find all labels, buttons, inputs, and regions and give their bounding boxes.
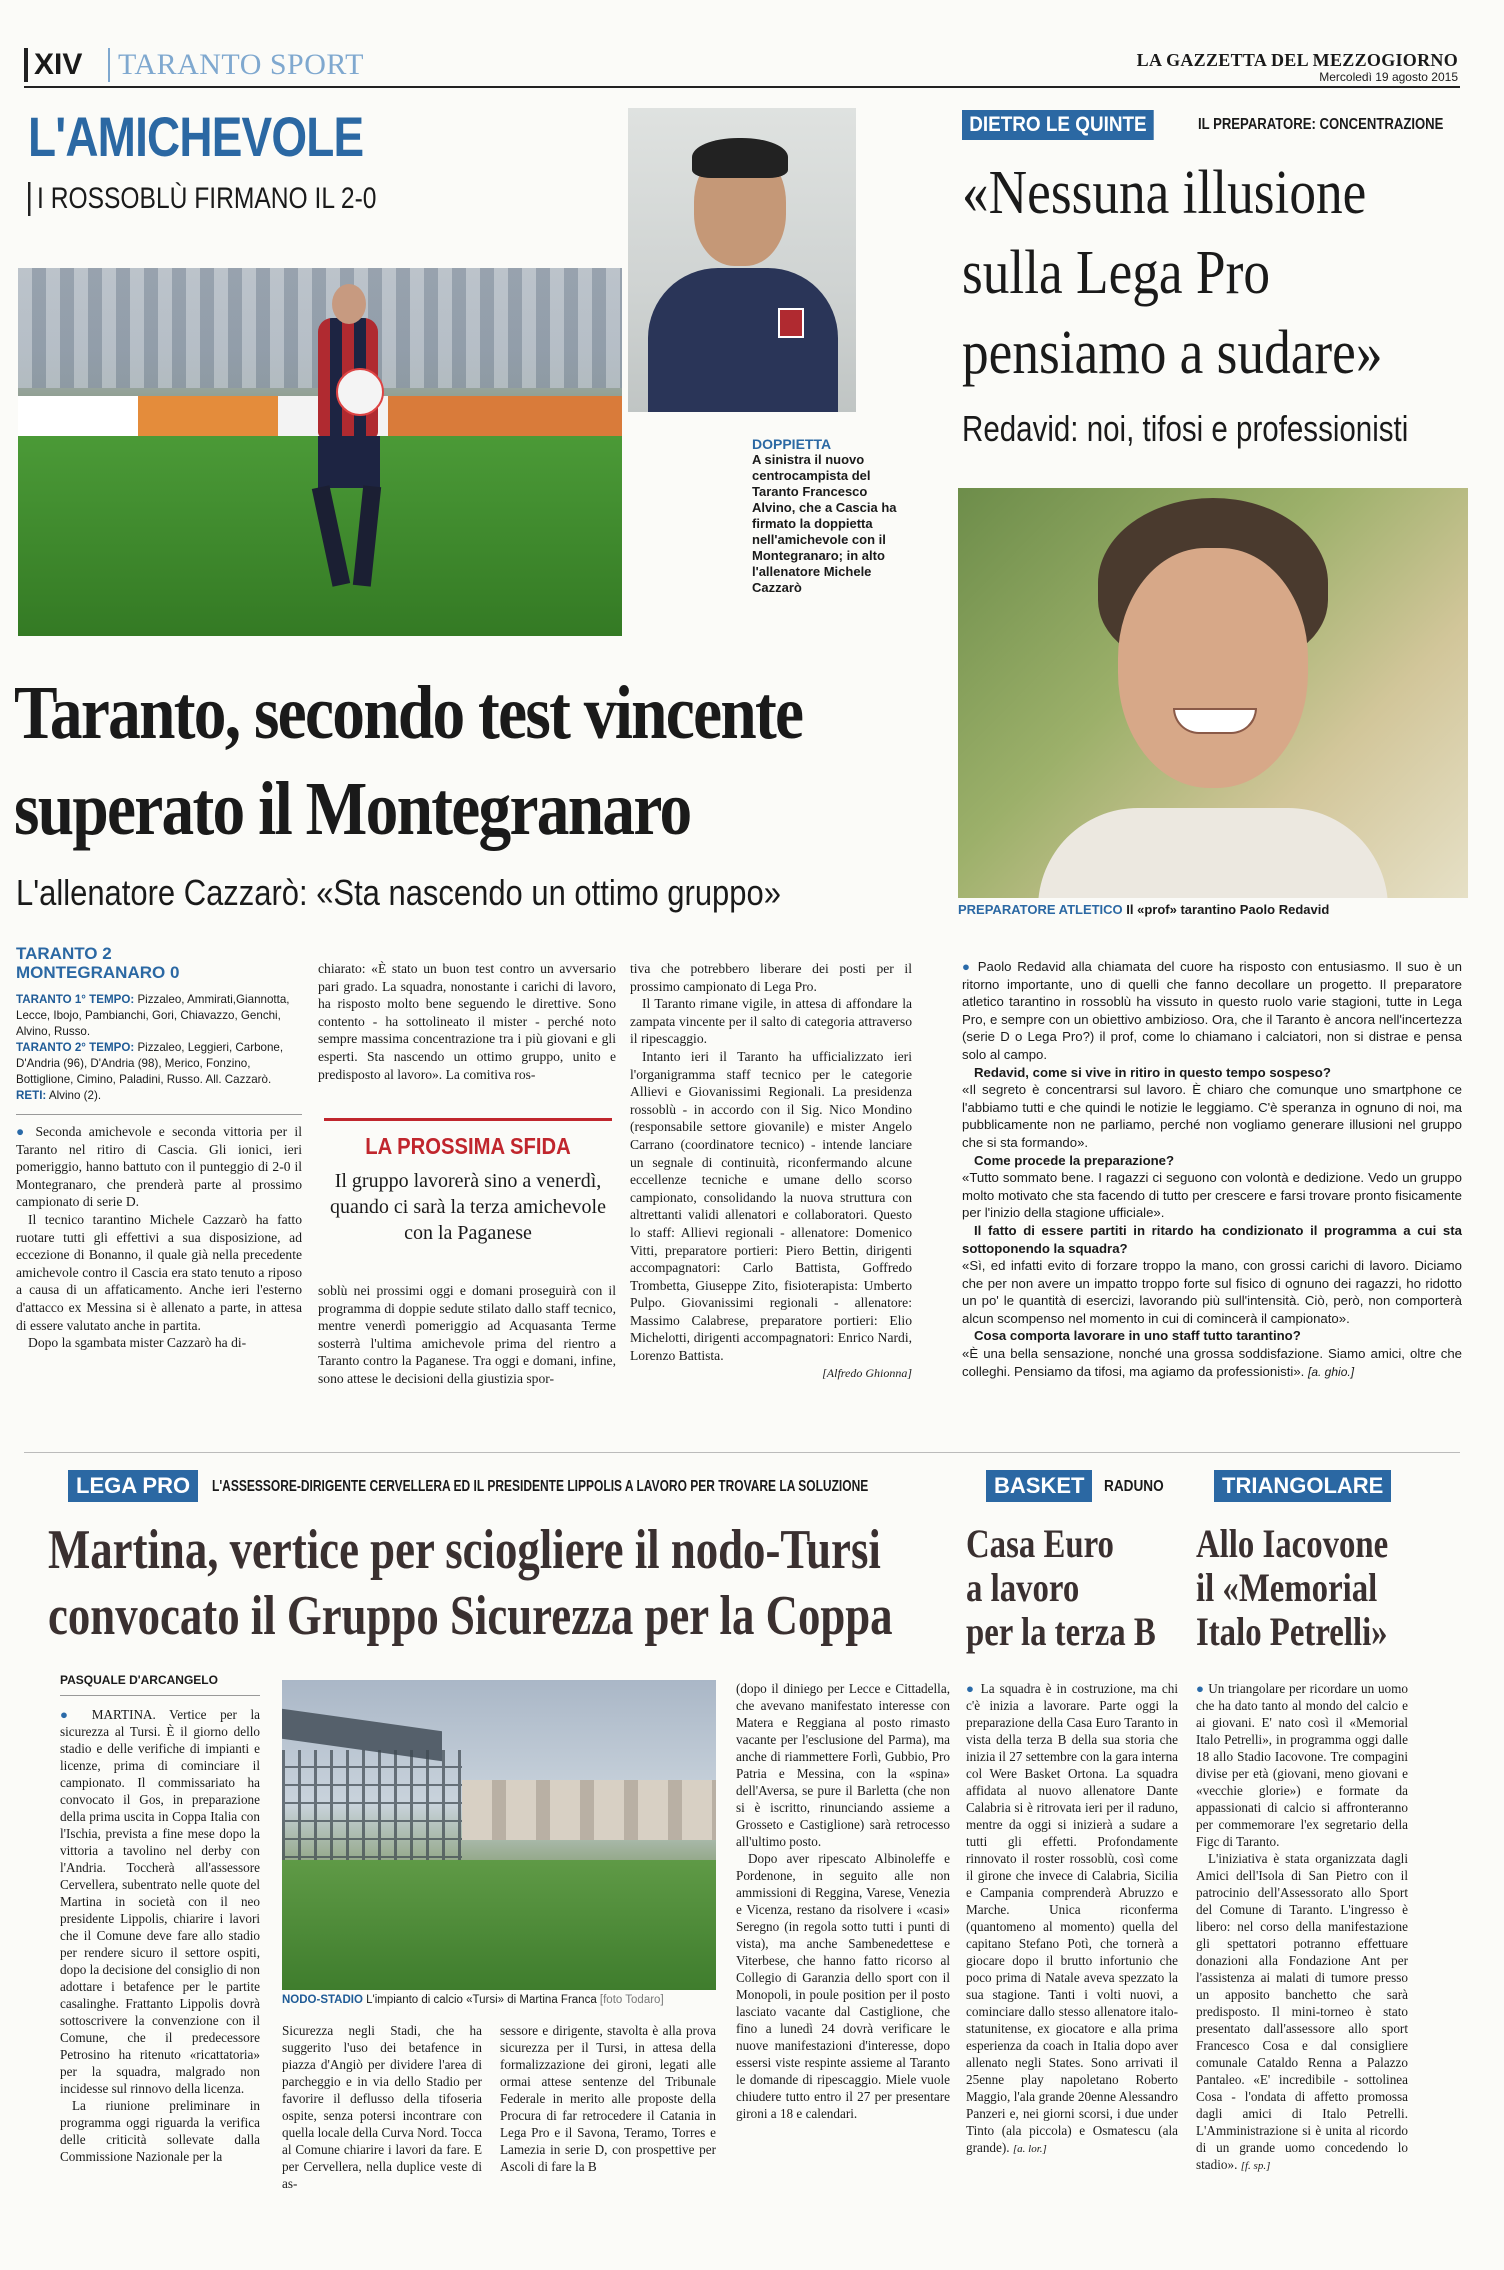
lead-col1-paragraph-1	[16, 1123, 302, 1211]
photo-caption-text: A sinistra il nuovo centrocampista del Taranto Francesco Alvino, che a Cascia ha firmato la doppietta nell'amichevole con il Montegranaro; in alto l'allenatore Michele Cazzarò	[752, 452, 897, 595]
bullet-icon: ●	[962, 959, 973, 974]
newspaper-name: LA GAZZETTA DEL MEZZOGIORNO	[1136, 50, 1458, 70]
legapro-col4-paragraph: (dopo il diniego per Lecce e Cittadella, che avevano manifestato interesse con Matera e Reggiana al posto rimasto vacante per l'esclusione del Parma), ma anche di riammettere Forlì, Gubbio, Pro Patria e Messina, con la «spina» dell'Aversa, se pure il Barletta (che non si è iscritto, rinunciando assieme a Grosseto e Castiglione) sarà retrocesso all'ultimo posto.	[736, 1681, 950, 1849]
basket-signature: [a. lor.]	[1012, 2143, 1047, 2155]
triangolare-headline-1: Allo Iacovone	[1196, 1521, 1389, 1566]
legapro-headline-1: Martina, vertice per sciogliere il nodo-Tursi	[48, 1519, 881, 1581]
interview-headline-1: «Nessuna illusione	[962, 159, 1367, 227]
interview-signature: [a. ghio.]	[1308, 1364, 1355, 1379]
triangolare-headline-2: il «Memorial	[1196, 1565, 1378, 1610]
ad-board-2	[138, 396, 278, 436]
lead-headline-2: superato il Montegranaro	[14, 767, 691, 851]
lead-col1-paragraph-2: Il tecnico tarantino Michele Cazzarò ha fatto ruotare tutti gli effettivi a sua disposizione, ad eccezione di Bonanno, il quale già nella precedente amichevole contro il Cascia era stato tenuto a riposo a causa di un affaticamento. Anche ieri l'esterno d'attacco ex Messina si è allenato a parte, in attesa di essere valutato anche in partita.	[16, 1211, 302, 1333]
interview-body	[962, 958, 1462, 1381]
goals-label: RETI:	[16, 1089, 47, 1102]
lineup-1-text: Pizzaleo, Ammirati,Giannotta, Lecce, Ibojo, Pambianchi, Gori, Chiavazzo, Genchi, Alvino, Russo.	[16, 993, 290, 1038]
stadium-caption	[282, 1994, 664, 2006]
interview-kicker: IL PREPARATORE: CONCENTRAZIONE	[1198, 116, 1444, 133]
redavid-caption-title: PREPARATORE ATLETICO	[958, 902, 1123, 917]
redavid-caption	[958, 902, 1329, 917]
interview-question-3: Il fatto di essere partiti in ritardo ha condizionato il programma a cui sta sottoponendo la squadra?	[962, 1222, 1462, 1256]
interview-intro	[962, 958, 1462, 1064]
section-name: TARANTO SPORT	[108, 48, 364, 82]
photo-caption	[752, 436, 902, 596]
stadium-buildings	[462, 1780, 716, 1840]
masthead	[24, 46, 1480, 86]
basket-kicker: RADUNO	[1104, 1478, 1164, 1495]
bottom-section-rule	[24, 1452, 1460, 1453]
stadium-photo	[282, 1680, 716, 1990]
redavid-caption-text: Il «prof» tarantino Paolo Redavid	[1126, 902, 1330, 917]
legapro-col3-paragraph: sessore e dirigente, stavolta è alla prova sicurezza per il Tursi, in attesa della formalizzazione dei gironi, legati alle ormai attese sentenze del Tribunale Federale in merito alle proposte della Procura di far retrocedere il Catania in Lega Pro e il Savona, Teramo, Torres e Lamezia in serie D, con prospettive per Ascoli di fare la B	[500, 2023, 716, 2174]
lead-col2-paragraph-2: soblù nei prossimi oggi e domani proseguirà con il programma di doppie sedute stilato dallo staff tecnico, mentre venerdì pomeriggio ad Acquasanta Terme sosterrà l'ultima amichevole prima del rientro a Taranto contro la Paganese. Tra oggi e domani, infine, sono attese le decisioni della giustizia spor-	[318, 1283, 616, 1386]
lead-col3-paragraph-3: Intanto ieri il Taranto ha ufficializzato ieri l'organigramma staff tecnico per le categorie Allievi e Giovanissimi Regionali. La presidenza rossoblù - in accordo con il Sig. Nico Mondino (responsabile settore giovanile) e mister Angelo Carrano (coordinatore tecnico) - intende lanciare un segnale di continuità, riconfermando alcune eccellenze tecniche e umane dello scorso campionato, consolidando la nuova struttura con altrettanti validi allenatori e collaboratori. Questo lo staff: Allievi regionali - allenatore: Domenico Vitti, preparatore portieri: Piero Bettin, dirigenti accompagnatori: Carlo Battista, Goffredo Trombetta, Giuseppe Zito, fisioterapista: Umberto Pulpo. Giovanissimi regionali - allenatore: Massimo Calabrese, preparatore portieri: Elio Michelotti, dirigenti accompagnatori: Enrico Nardi, Lorenzo Battista.	[630, 1048, 912, 1364]
interview-answer-2: «Tutto sommato bene. I ragazzi ci seguono con volontà e dedizione. Vedo un gruppo molto motivato che sta facendo di tutto per crescere e farsi trovare pronto fisicamente per l'inizio della stagione ufficiale».	[962, 1170, 1462, 1221]
lineup-1	[16, 992, 302, 1040]
bullet-icon: ●	[60, 1707, 79, 1722]
interview-answer-3: «Sì, ed infatti evito di forzare troppo la mano, con grossi carichi di lavoro. Diciamo che per non avere un impatto troppo forte sul fisico di ognuno dei ragazzi, ho ridotto un po' le quantità di esercizi, lavorando più sull'intensità. Ciò, però, non comporterà alcun scompenso nel momento in cui di comincerà il campionato».	[962, 1258, 1462, 1326]
player-photo	[18, 268, 622, 636]
legapro-column-4	[736, 1680, 950, 2122]
lead-col1-paragraph-3: Dopo la sgambata mister Cazzarò ha di-	[28, 1335, 247, 1351]
lineup-2-label: TARANTO 2° TEMPO:	[16, 1041, 135, 1054]
lead-column-1	[16, 944, 302, 1352]
interview-subhead: Redavid: noi, tifosi e professionisti	[962, 408, 1409, 449]
photo-caption-title: DOPPIETTA	[752, 436, 832, 452]
interview-answer-4	[962, 1345, 1462, 1381]
legapro-headline-2: convocato il Gruppo Sicurezza per la Coppa	[48, 1585, 893, 1647]
lead-subkicker: I ROSSOBLÙ FIRMANO IL 2-0	[28, 182, 376, 216]
next-match-text: Il gruppo lavorerà sino a venerdì, quando ci sarà la terza amichevole con la Paganese	[330, 1170, 606, 1244]
legapro-tag: LEGA PRO	[68, 1470, 198, 1502]
score-line-2: MONTEGRANARO 0	[16, 963, 180, 982]
next-match-title: LA PROSSIMA SFIDA	[365, 1133, 571, 1159]
legapro-col2-paragraph: Sicurezza negli Stadi, che ha suggerito l'uso dei betafence in piazza d'Angiò per dividere l'area di parcheggio e in via dello Stadio per favorire il deflusso della tifoseria ospite, senza potersi incontrare con quella locale della Curva Nord. Tocca al Comune chiarire i lavori da fare. E per Cervellera, nella duplice veste di as-	[282, 2023, 482, 2191]
bullet-icon: ●	[1196, 1681, 1205, 1696]
legapro-column-1	[60, 1672, 260, 2165]
score-line-1: TARANTO 2	[16, 944, 112, 963]
lead-signature: [Alfredo Ghionna]	[822, 1365, 912, 1380]
interview-intro-text: Paolo Redavid alla chiamata del cuore ha risposto con entusiasmo. Il suo è un ritorno importante, uno di quelli che fanno decollare un progetto. Il preparatore atletico tarantino in rossoblù ha vissuto in questo ruolo varie stagioni, tutte in Lega Pro, e sempre con un obiettivo ambizioso. Ora, che il Taranto è ancora nell'incertezza (serie D o Lega Pro?) il prof, come lo chiamano i calciatori, non si distrae e pensa solo al campo.	[962, 959, 1462, 1062]
football	[336, 368, 384, 416]
ad-board-1	[18, 396, 138, 436]
lead-kicker: L'AMICHEVOLE	[28, 105, 364, 168]
basket-body	[966, 1680, 1178, 2158]
legapro-kicker: L'ASSESSORE-DIRIGENTE CERVELLERA ED IL PRESIDENTE LIPPOLIS A LAVORO PER TROVARE LA SOLUZIONE	[212, 1478, 869, 1495]
bullet-icon: ●	[16, 1124, 29, 1139]
player-shorts	[318, 436, 380, 488]
triangolare-body	[1196, 1680, 1408, 2175]
lead-column-2b	[318, 1282, 616, 1388]
player-head	[332, 284, 366, 324]
issue-date: Mercoledì 19 agosto 2015	[1319, 70, 1458, 84]
masthead-rule	[24, 86, 1460, 88]
interview-answer-4-text: «È una bella sensazione, nonché una grossa soddisfazione. Siamo amici, oltre che colleghi. Pensiamo da tifosi, ma agiamo da professionisti».	[962, 1346, 1462, 1379]
basket-headline-1: Casa Euro	[966, 1521, 1114, 1566]
legapro-col1-paragraph-2: La riunione preliminare in programma oggi riguarda la verifica delle criticità sollevate dalla Commissione Nazionale per la	[60, 2098, 260, 2164]
basket-headline-2: a lavoro	[966, 1565, 1080, 1610]
interview-headline-3: pensiamo a sudare»	[962, 319, 1383, 387]
lineup-1-label: TARANTO 1° TEMPO:	[16, 993, 135, 1006]
stadium-pitch	[282, 1860, 716, 1990]
lead-subhead: L'allenatore Cazzarò: «Sta nascendo un ottimo gruppo»	[16, 872, 781, 913]
next-match-box	[324, 1118, 612, 1271]
goals-text: Alvino (2).	[48, 1089, 102, 1102]
redavid-smile	[1173, 708, 1257, 734]
legapro-col1-paragraph	[60, 1706, 260, 2097]
lead-col1-rule	[16, 1114, 302, 1123]
stadium-caption-title: NODO-STADIO	[282, 1994, 363, 2006]
legapro-column-2	[282, 2022, 482, 2192]
coach-badge	[778, 308, 804, 338]
lineup-2-text: Pizzaleo, Leggieri, Carbone, D'Andria (96), D'Andria (98), Merico, Fonzino, Bottiglione, Cimino, Paladini, Russo. All. Cazzarò.	[16, 1041, 284, 1086]
coach-shirt	[648, 268, 838, 412]
lead-column-3	[630, 960, 912, 1382]
legapro-col1-text: MARTINA. Vertice per la sicurezza al Tursi. È il giorno dello stadio e delle verifiche di impianti e licenze, prima di cominciare il campionato. Il commissariato ha convocato il Gos, in preparazione della prima uscita in Coppa Italia con l'Ischia, prevista a fine mese dopo la vittoria a tavolino nel derby con l'Andria. Toccherà all'assessore Cervellera, subentrato nelle quote del Martina in società con il neo presidente Lippolis, chiarire i lavori che il Comune deve fare allo stadio per rendere sicuro il settore ospiti, dopo la decisione del consiglio di non adottare i betafence per le partite casalinghe. Frattanto Lippolis dovrà sottoscrivere la convenzione con il Comune, che il predecessore Petrosino ha ritenuto «ricattatoria» per la squadra, malgrado non incidesse sul rinnovo della licenza.	[60, 1707, 260, 2096]
interview-headline-2: sulla Lega Pro	[962, 239, 1271, 307]
triangolare-paragraph-2	[1196, 1850, 1408, 2175]
triangolare-headline-3: Italo Petrelli»	[1196, 1609, 1388, 1654]
legapro-column-3	[500, 2022, 716, 2175]
interview-answer-1: «Il segreto è concentrarsi sul lavoro. È chiaro che comunque uno smartphone ce l'abbiamo tutti e che quindi le notizie le leggiamo. C'è speranza in ognuno di noi, ma pubblicamente non ne parliamo, perché non vogliamo generare illusioni nel gruppo che si sta formando».	[962, 1082, 1462, 1150]
interview-tag: DIETRO LE QUINTE	[962, 110, 1154, 140]
interview-question-1: Redavid, come si vive in ritiro in questo tempo sospeso?	[974, 1064, 1331, 1080]
lineup-2	[16, 1040, 302, 1088]
lead-col2-paragraph-1: chiarato: «È stato un buon test contro un avversario pari grado. La squadra, nonostante i carichi di lavoro, ha risposto molto bene seguendo le direttive. Sono contento - ha sottolineato il mister - perché noto sempre massima concentrazione tra i più giovani e gli esperti. Sta nascendo un ottimo gruppo, unito e predisposto al lavoro». La comitiva ros-	[318, 961, 616, 1082]
goals	[16, 1088, 302, 1104]
legapro-byline: PASQUALE D'ARCANGELO	[60, 1672, 260, 1696]
redavid-photo	[958, 488, 1468, 898]
basket-tag: BASKET	[986, 1470, 1092, 1502]
lead-col3-paragraph-1: tiva che potrebbero liberare dei posti per il prossimo campionato di Lega Pro.	[630, 961, 912, 994]
lead-col1-text-1: Seconda amichevole e seconda vittoria per il Taranto nel ritiro di Cascia. Gli ionici, ieri pomeriggio, hanno battuto con il punteggio di 2-0 il Montegranaro, che prenderà parte al prossimo campionato di serie D.	[16, 1124, 302, 1210]
interview-question-4: Cosa comporta lavorare in uno staff tutto tarantino?	[974, 1328, 1301, 1344]
basket-text: La squadra è in costruzione, ma chi c'è inizia a lavorare. Parte oggi la preparazione della Casa Euro Taranto in vista della terza B della sua storia che inizia il 27 settembre con la gara interna col Were Basket Ortona. La squadra affidata al nuovo allenatore Dante Calabria si è ritrovata ieri per il raduno, mentre da oggi si inizierà a sudare a tutti gli effetti. Profondamente rinnovato il roster rossoblù, così come il girone che invece di Calabria, Sicilia e Campania comprenderà Abruzzo e Marche. Unica riconferma (quantomeno al momento) quella del capitano Stefano Potì, che tornerà a giocare dopo il brutto infortunio che poco prima di Natale aveva spezzato la sua stagione. Tanti i volti nuovi, a cominciare dallo stesso allenatore italo-statunitense, ex giocatore e alla prima esperienza da coach in Italia dopo aver allenato negli States. Sono arrivati il 25enne play napoletano Roberto Maggio, l'ala grande 20enne Alessandro Panzeri e, nei giorni scorsi, i due under Tinto (ala piccola) e Osmatescu (ala grande).	[966, 1681, 1179, 2155]
triangolare-tag: TRIANGOLARE	[1214, 1470, 1391, 1502]
interview-question-2: Come procede la preparazione?	[974, 1152, 1175, 1168]
coach-photo	[628, 108, 856, 412]
coach-hair	[692, 138, 788, 178]
triangolare-text-2: L'iniziativa è stata organizzata dagli Amici dell'Isola di San Pietro con il patrocinio dell'Assessorato allo Sport del Comune di Taranto. L'ingresso è libero: nel corso della manifestazione gli spettatori potranno effettuare donazioni alla Fondazione Ant per l'assistenza ai malati di tumore presso un apposito banchetto che sarà predisposto. Il mini-torneo è stato presentato dall'assessore allo sport Francesco Cosa e dal consigliere comunale Cataldo Renna a Palazzo Pantaleo. «E' incredibile - sottolinea Cosa - l'ondata di affetto promossa dagli amici di Italo Petrelli. L'Amministrazione si è unita al ricordo di un grande uomo concedendo lo stadio».	[1196, 1851, 1408, 2172]
lead-headline-1: Taranto, secondo test vincente	[14, 671, 803, 755]
triangolare-text: Un triangolare per ricordare un uomo che ha dato tanto al mondo del calcio e ai giovani. E' nato così il «Memorial Italo Petrelli», in programma oggi dalle 18 allo Stadio Iacovone. Tre compagini divise per età (giovani, meno giovani e «vecchie glorie») e formate da appassionati di calcio si affronteranno per commemorare l'ex segretario della Figc di Taranto.	[1196, 1681, 1409, 1849]
triangolare-paragraph	[1196, 1680, 1408, 1850]
bullet-icon: ●	[966, 1681, 976, 1696]
lead-column-2	[318, 960, 616, 1083]
section-number: XIV	[24, 48, 82, 82]
legapro-col4-paragraph-2: Dopo aver ripescato Albinoleffe e Pordenone, in seguito alle non ammissioni di Reggina, Varese, Venezia e Vicenza, restano da risolvere i «casi» Seregno (in regola sotto tutti i punti di vista), ma anche Sambenedettese e Viterbese, che hanno fatto ricorso al Collegio di Garanzia dello sport con il Monopoli, in poule position per il posto lasciato vacante dal Castiglione, che fino a lunedì 24 dovrà verificare le nuove manifestazioni d'interesse, dopo essersi viste respinte assieme al Taranto le domande di ripescaggio. Miele vuole chiudere tutto entro il 27 per presentare gironi a 18 e calendari.	[736, 1851, 950, 2121]
basket-paragraph	[966, 1680, 1178, 2158]
stadium-caption-text: L'impianto di calcio «Tursi» di Martina Franca	[366, 1994, 597, 2006]
redavid-face	[1118, 548, 1308, 788]
lead-col3-paragraph-2: Il Taranto rimane vigile, in attesa di affondare la zampata vincente per il salto di categoria attraverso il ripescaggio.	[630, 996, 912, 1047]
stadium-caption-credit: [foto Todaro]	[599, 1994, 664, 2006]
basket-headline-3: per la terza B	[966, 1609, 1156, 1654]
triangolare-signature: [f. sp.]	[1240, 2160, 1271, 2172]
redavid-shirt	[1038, 808, 1388, 898]
